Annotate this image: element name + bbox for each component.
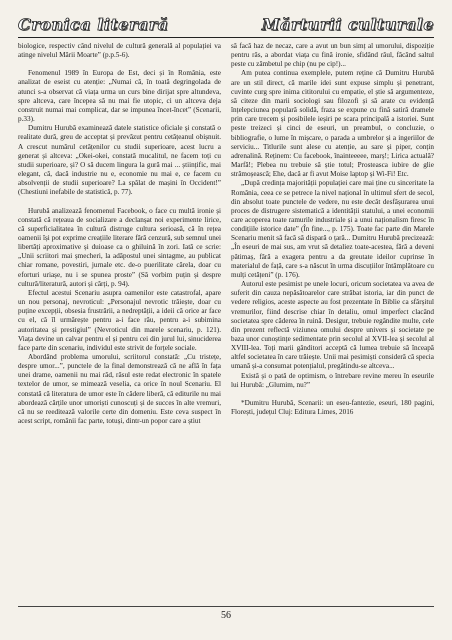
right-column — [231, 42, 434, 602]
footnote: *Dumitru Hurubă, Scenarii: un eseu-fantezie, eseuri, 180 pagini, Florești, județul Cluj: Editura Limes, 2016 — [231, 398, 434, 417]
paragraph: „După credința majorității populației care mai ține cu sinceritate la România, ceea ce se petrece la nivel național în ultimul sfert de secol, din absolut toate punctele de vedere, nu este decât desfășurarea unui proces de distrugere sistematică a identității statului, a unei economii care acoperea toate ramurile industriale și a unui naționalism firesc în condițiile istorice date” (În fine..., p. 175). Toate fac parte din Marele Scenariu menit să facă să dispară o țară... Dumitru Hurubă precizează: „În eseuri de mai sus, am vrut să detaliez toate-acestea, fără a deveni pătimaș, fără a exagera pentru a da greutate ideilor cuprinse în materialul de față, care s-a născut în urma discuțiilor întâmplătoare cu mulți cetățeni” (p. 176). — [231, 179, 434, 279]
paragraph: Abordând problema umorului, scriitorul constată: „Cu tristețe, despre umor...”, punctele de la final demonstrează că ne află în fața unei drame, oamenii nu mai râd, râsul este redat electronic în spatele textelor de umor, se mimează veselia, ca orice în noul Scenariu. El constată că literatura de umor este în cădere liberă, că editurile nu mai abordează cărțile unor umoriști cunoscuți și de succes în alte vremuri, că nu se reeditează valorile certe din domeniu. Este ceva suspect în acest script, românii fac parte, totuși, dintr-un popor care a știut — [18, 353, 221, 426]
paragraph: Hurubă analizează fenomenul Facebook, o face cu multă ironie și constată că rețeaua de socializare a declanșat noi experimente lirice, că superficialitatea în cultură distruge cultura serioasă, că în rețea oamenii își pot exprime creațiile literare fără cenzură, sub semnul unei libertăți aproximative și duioase ca o ghiluină în zori. Iată ce scrie: „Unii scriitori mai șmecheri, la adăpostul unei sintagme, au publicat chiar romane, povestiri, jurnale etc. de-o puerilitate cărela, doar cu eforturi uriașe, nu i se spunea proste” (Să vorbim puțin și despre cultură/literatură, autori și cărți, p. 94). — [18, 206, 221, 288]
paragraph: Efectul acestui Scenariu asupra oamenilor este catastrofal, apare un nou personaj, nevroticul: „Personajul nevrotic trăiește, doar cu puține excepții, obsesia frustrării, a nedreptății, a ideii că orice ar face cu el, că îl urmărește pentru a-i face rău, pentru a-i subimina autoritatea și prestigiul” (Nevroticul din marele scenariu, p. 121). Viața devine un calvar pentru el și pentru cei din jurul lui, sinuciderea face parte din scenariu, individul este strivit de forțele sociale. — [18, 288, 221, 352]
page-header — [18, 6, 434, 34]
header-divider — [18, 37, 434, 38]
paragraph: Dumitru Hurubă examinează datele statistice oficiale și constată o realitate dură, greu de acceptat și prevăzut pentru cetățeanul obișnuit. A crescut numărul cetățenilor cu studii superioare, acest lucru a generat și altceva: „Okei-okei, constată mucalitul, ne facem toți cu studii superioare, și? O să ducem lingura la gură mai ... științific, mai elegant, că, dacă industrie nu e, economie nu mai e, ce facem cu absolvenții de studii superioare? La spălat de mașini în Occident!” (Chestiuni inefabile de statistică, p. 77). — [18, 124, 221, 197]
section-title: Mărturii culturale — [261, 15, 434, 34]
page-number: 56 — [221, 610, 231, 621]
article-body — [18, 42, 434, 602]
paragraph: Am putea continua exemplele, putem reține că Dumitru Hurubă are un stil direct, că marile idei sunt expuse simplu și penetrant, cuvinte curg spre inima cititorului cu empatie, el știe să argumenteze, să citeze din marii sociologi sau filozofi și să arate cu evidență înțelepciunea populară solidă, fraza se expune cu fină satiră dramele prin care trecem și posibilele ieșiri pe scara principală a istoriei. Sunt peste treizeci și cinci de eseuri, un preambul, o concluzie, o bibliografie, o lume în mișcare, o parada a umbrelor și a ingeriilor de serviciu... Titlurile sunt alese cu atenție, au sare și piper, conțin adrenalină. Reținem: Cu facebook, înainteeeee, marș!; Lirica actuală? Marfă!; Plebea nu trebuie să știe totul; Prosteasca iubire de glie strămoșească; Ehe, dacă ar fi avut Moise laptop și Wi-Fi! Etc. — [231, 69, 434, 179]
paragraph: să facă haz de necaz, care a avut un bun simț al umorului, dispoziție pentru râs, a abordat viața cu fină ironie, sfidând răul, făcând saltul peste cu zâmbetul pe chip (nu pe cip!)... — [231, 42, 434, 69]
paragraph: biologice, respectiv când nivelul de cultură generală al populației va atinge nivelul Mării Moarte” (p.p.5-6). — [18, 42, 221, 60]
paragraph: Fenomenul 1989 în Europa de Est, deci și în România, este analizat de eseist cu atenție: „Numai că, în toată degringolada de atunci s-a observat că viața urma un curs bine dirijat spre altundeva, spre altceva, care începea să nu mai fie utopic, ci un altceva deja construit numai mai complicat, dar se impunea încet-încet” (Scenarii, p.33). — [18, 69, 221, 124]
magazine-title: Cronica literară — [18, 15, 169, 34]
paragraph: Autorul este pesimist pe unele locuri, oricum societatea va avea de suferit din cauza nepăsătoarelor care străbat istoria, iar din punct de vedere religios, aceste aspecte au fost prezentate în Biblie ca sfârșitul vremurilor, fiind descrise chiar în detaliu, omul imperfect clacând societatea spre căderea în ruină. Desigur, trebuie regândite multe, cele din prezent reflectă viziunea omului despre univers și societate pe baza unor cunoștințe sedimentate prin secolul al XVII-lea și secolul al XVIII-lea. Toți marii gânditori acceptă că lumea trebuie să înceapă altfel societatea în care trăiește. Unii mai pesimiști consideră că specia umană și-a consumat potențialul, pregătindu-se altceva... — [231, 280, 434, 371]
left-column — [18, 42, 221, 602]
paragraph: Există și o pată de optimism, o întrebare revine mereu în eseurile lui Hurubă: „Glumim, nu?” — [231, 371, 434, 389]
footer-divider — [18, 606, 434, 607]
